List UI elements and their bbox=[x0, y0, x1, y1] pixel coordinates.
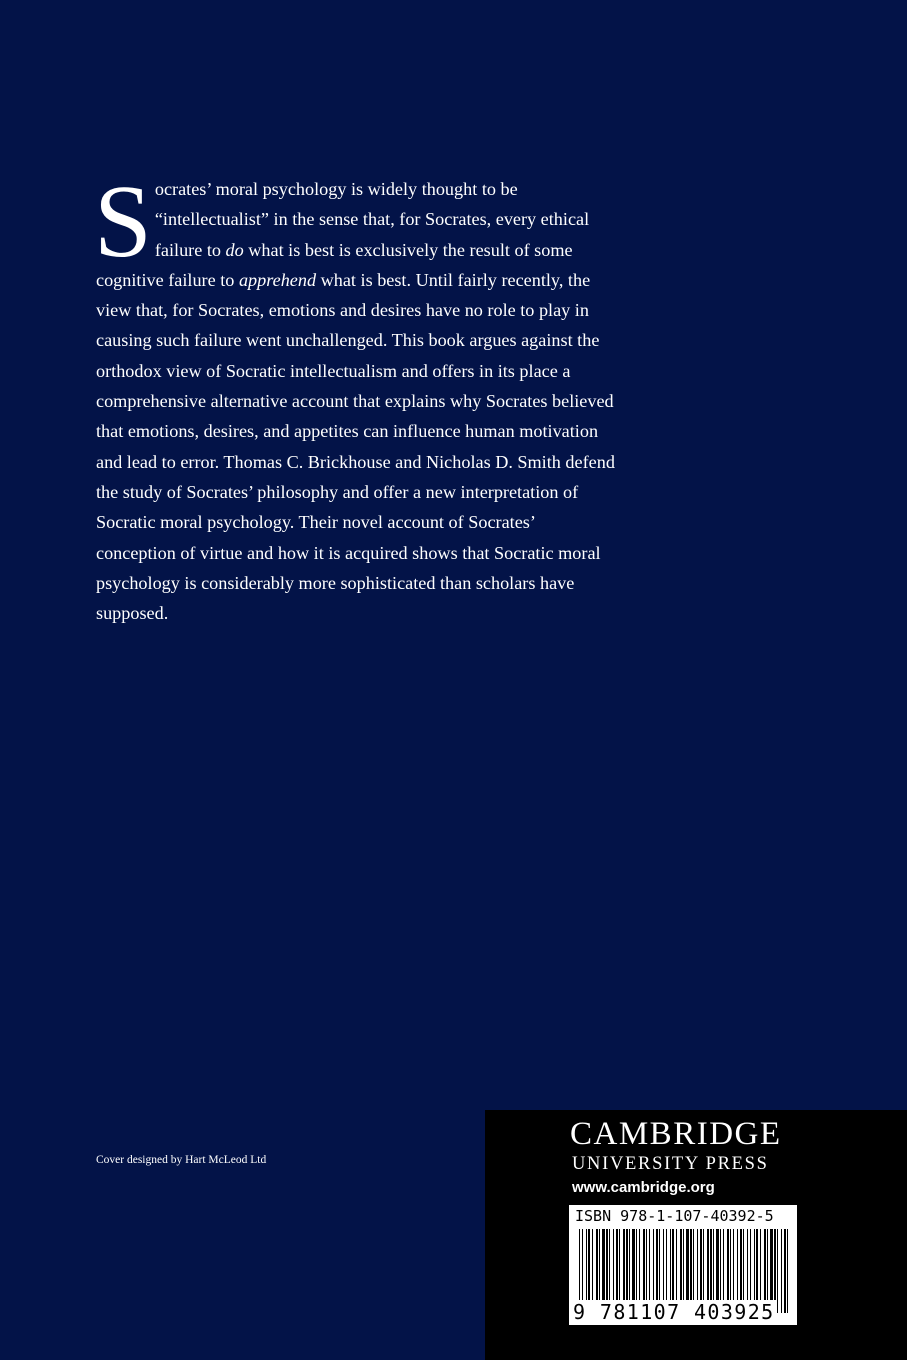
isbn-barcode bbox=[569, 1205, 797, 1325]
isbn-label: ISBN 978-1-107-40392-5 bbox=[575, 1207, 774, 1225]
drop-cap: S bbox=[94, 164, 152, 279]
publisher-logo-name: CAMBRIDGE bbox=[570, 1116, 782, 1152]
barcode-bar bbox=[777, 1229, 778, 1313]
publisher-url: www.cambridge.org bbox=[572, 1179, 715, 1196]
blurb-text-run: ocrates’ moral psychology is widely thought to be “intellectualist” in the sense that, for Socrates, every ethical failure to bbox=[154, 179, 590, 260]
blurb-italic-text: apprehend bbox=[238, 269, 317, 290]
blurb-text bbox=[94, 164, 616, 628]
cover-credit: Cover designed by Hart McLeod Ltd bbox=[96, 1154, 267, 1166]
blurb-paragraph bbox=[94, 164, 616, 628]
blurb-text-run: what is best. Until fairly recently, the view that, for Socrates, emotions and desires have no role to play in causing such failure went unchallenged. This book argues against the orthodox view of Socratic intellectualism and offers in its place a comprehensive alternative account that explains why Socrates believed that emotions, desires, and appetites can influence human motivation and lead to error. Thomas C. Brickhouse and Nicholas D. Smith defend the study of Socrates’ philosophy and offer a new interpretation of Socratic moral psychology. Their novel account of Socrates’ conception of virtue and how it is acquired shows that Socratic moral psychology is considerably more sophisticated than scholars have supposed. bbox=[96, 269, 615, 624]
publisher-logo-subtitle: UNIVERSITY PRESS bbox=[572, 1154, 769, 1174]
publisher-block bbox=[485, 1110, 907, 1360]
blurb-body bbox=[94, 164, 615, 624]
blurb-text-run: what is best is exclusively the result of some cognitive failure to bbox=[96, 239, 573, 290]
barcode-bar bbox=[784, 1229, 786, 1313]
barcode-digits: 9 781107 403925 bbox=[573, 1300, 775, 1324]
blurb-italic-text: do bbox=[225, 239, 244, 260]
barcode-bar bbox=[787, 1229, 788, 1313]
barcode-bar bbox=[781, 1229, 782, 1313]
